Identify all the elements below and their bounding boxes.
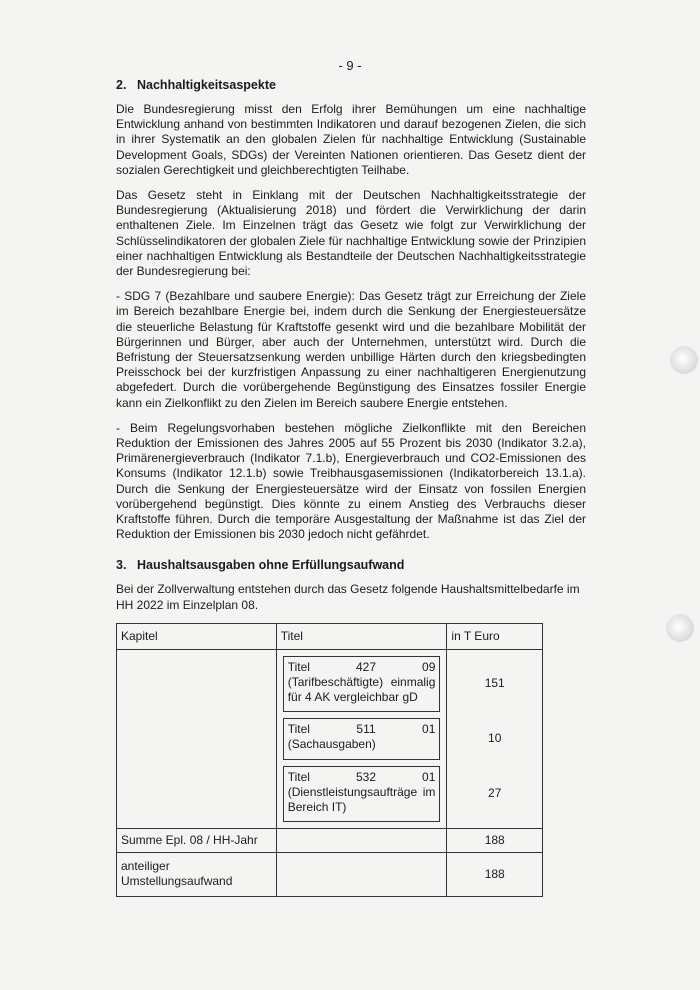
section-2-paragraph-sdg7: - SDG 7 (Bezahlbare und saubere Energie): Das Gesetz trägt zur Erreichung der Ziele im Bereich bezahlbare Energie bei, indem durch die Senkung der Energiesteuersätze die steuerliche Belastung für Kraftstoffe gesenkt wird und die bezahlbare Mobilität der Bürgerinnen und Bürger, aber auch der Unternehmen, unterstützt wird. Durch die Befristung der Steuersatzsenkung werden unbillige Härten durch den kriegsbedingten Preisschock bei der kurzfristigen Anpassung zu einer nachhaltigeren Energienutzung abgefedert. Durch die vorübergehende Begünstigung des Einsatzes fossiler Energie kann ein Zielkonflikt zu den Zielen im Bereich saubere Energie entstehen.: [116, 289, 586, 410]
page-number: - 9 -: [338, 58, 362, 73]
table-header-row: [117, 623, 543, 649]
titel-511-01: Titel 511 01 (Sachausgaben): [283, 718, 441, 760]
titel-427-09: Titel 427 09 (Tarifbeschäftigte) einmalig für 4 AK vergleichbar gD: [283, 656, 441, 712]
umstellungsaufwand-label: anteiliger Umstellungsaufwand: [117, 852, 277, 896]
binder-hole-bottom: [666, 614, 694, 642]
section-3-heading: [116, 558, 586, 572]
summe-label: Summe Epl. 08 / HH-Jahr: [117, 828, 277, 852]
section-3-intro: Bei der Zollverwaltung entstehen durch das Gesetz folgende Haushaltsmittelbedarfe im HH 2022 im Einzelplan 08.: [116, 582, 580, 612]
header-kapitel: Kapitel: [117, 623, 277, 649]
section-3-number: 3.: [116, 558, 127, 573]
umstellungsaufwand-value: 188: [447, 852, 543, 896]
section-2-paragraph-1: Die Bundesregierung misst den Erfolg ihrer Bemühungen um eine nachhaltige Entwicklung anhand von bestimmten Indikatoren und darauf bezogenen Zielen, die sich in ihrer Systematik an den globalen Zielen für nachhaltige Entwicklung (Sustainable Development Goals, SDGs) der Vereinten Nationen orientieren. Das Gesetz dient der sozialen Gerechtigkeit und gleichberechtigten Teilhabe.: [116, 102, 586, 177]
page-content: [116, 78, 586, 897]
section-3-title: Haushaltsausgaben ohne Erfüllungsaufwand: [137, 558, 405, 573]
binder-hole-top: [670, 346, 698, 374]
section-2-paragraph-2: Das Gesetz steht in Einklang mit der Deutschen Nachhaltigkeitsstrategie der Bundesregierung (Aktualisierung 2018) und fördert die Verwirklichung der darin enthaltenen Ziele. Im Einzelnen trägt das Gesetz wie folgt zur Verwirklichung der Schlüsselindikatoren der globalen Ziele für nachhaltige Entwicklung sowie der Prinzipien einer nachhaltigen Entwicklung als Bestandteile der Deutschen Nachhaltigkeitsstrategie der Bundesregierung bei:: [116, 188, 586, 279]
budget-table: [116, 623, 543, 897]
kapitel-empty-cell: [117, 649, 277, 828]
section-2-paragraph-zielkonflikte: - Beim Regelungsvorhaben bestehen mögliche Zielkonflikte mit den Bereichen Reduktion der Emissionen des Jahres 2005 auf 55 Prozent bis 2030 (Indikator 3.2.a), Primärenergieverbrauch (Indikator 7.1.b), Energieverbrauch und CO2-Emissionen des Konsums (Indikator 12.1.b) sowie Treibhausgasemissionen (Indikatorbereich 13.1.a). Durch die Senkung der Energiesteuersätze wird der Einsatz von fossilen Energien vorübergehend begünstigt. Dies könnte zu einem Anstieg des Verbrauchs dieser Kraftstoffe führen. Durch die temporäre Ausgestaltung der Maßnahme ist das Ziel der Reduktion der Emissionen bis 2030 jedoch nicht gefährdet.: [116, 420, 586, 542]
section-2-title: Nachhaltigkeitsaspekte: [137, 78, 276, 92]
header-in-t-euro: in T Euro: [447, 623, 543, 649]
table-row: [117, 828, 543, 852]
table-row: [117, 852, 543, 896]
value-151: 151: [447, 656, 543, 712]
section-2-number: 2.: [116, 78, 127, 92]
section-2-heading: [116, 78, 586, 92]
header-titel: Titel: [276, 623, 447, 649]
summe-value: 188: [447, 828, 543, 852]
titel-532-01: Titel 532 01 (Dienstleistungsaufträge im Bereich IT): [283, 766, 441, 822]
value-27: 27: [447, 766, 543, 822]
value-10: 10: [447, 718, 543, 760]
